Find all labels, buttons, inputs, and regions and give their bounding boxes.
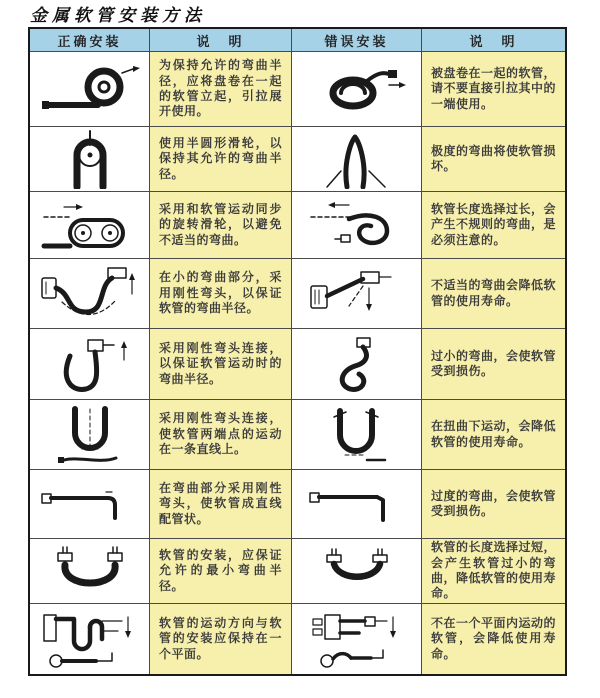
header-explanation-right: 说 明	[422, 29, 565, 52]
wrong-image-cell	[292, 192, 422, 259]
rigid-elbow-connection-icon	[38, 334, 142, 394]
header-correct-installation: 正确安装	[30, 29, 150, 52]
correct-note-cell: 软管的运动方向与软管的安装应保持在一个平面。	[150, 604, 292, 674]
correct-image-cell	[30, 192, 150, 259]
correct-image-cell	[30, 127, 150, 192]
excessive-bend-icon	[305, 474, 409, 534]
rigid-elbow-small-bend-icon	[38, 264, 142, 324]
rotating-pulleys-icon	[38, 195, 142, 255]
wrong-image-cell	[292, 329, 422, 400]
correct-note-cell: 使用半圆形滑轮，以保持其允许的弯曲半径。	[150, 127, 292, 192]
straight-hose-elbow-icon	[38, 474, 142, 534]
wrong-note-cell: 软管的长度选择过短，会产生软管过小的弯曲，降低软管的使用寿命。	[422, 539, 565, 604]
wrong-note-cell: 被盘卷在一起的软管，请不要直接引拉其中的一端使用。	[422, 52, 565, 127]
wrong-image-cell	[292, 259, 422, 329]
correct-note-cell: 在小的弯曲部分，采用刚性弯头，以保证软管的弯曲半径。	[150, 259, 292, 329]
correct-image-cell	[30, 604, 150, 674]
wrong-note-cell: 在扭曲下运动，会降低软管的使用寿命。	[422, 400, 565, 470]
correct-image-cell	[30, 329, 150, 400]
wrong-note-cell: 不适当的弯曲会降低软管的使用寿命。	[422, 259, 565, 329]
wrong-note-cell: 不在一个平面内运动的软管，会降低使用寿命。	[422, 604, 565, 674]
wrong-image-cell	[292, 604, 422, 674]
wrong-note-cell: 软管长度选择过长，会产生不规则的弯曲，是必须注意的。	[422, 192, 565, 259]
correct-image-cell	[30, 400, 150, 470]
out-of-plane-hoses-icon	[305, 607, 409, 671]
coil-pulled-by-end-icon	[305, 59, 409, 119]
hairpin-kink-icon	[305, 129, 409, 189]
correct-image-cell	[30, 539, 150, 604]
correct-image-cell	[30, 259, 150, 329]
wrong-note-cell: 极度的弯曲将使软管损坏。	[422, 127, 565, 192]
u-hose-straight-line-icon	[38, 403, 142, 467]
wrong-note-cell: 过度的弯曲，会使软管受到损伤。	[422, 470, 565, 539]
minimum-bend-radius-u-icon	[38, 543, 142, 599]
page-title: 金属软管安装方法	[30, 6, 206, 26]
correct-note-cell: 采用刚性弯头连接，使软管两端点的运动在一条直线上。	[150, 400, 292, 470]
wrong-note-cell: 过小的弯曲，会使软管受到损伤。	[422, 329, 565, 400]
correct-image-cell	[30, 470, 150, 539]
too-short-taut-hose-icon	[305, 543, 409, 599]
wrong-image-cell	[292, 400, 422, 470]
coiled-hose-unrolled-icon	[38, 59, 142, 119]
header-wrong-installation: 错误安装	[292, 29, 422, 52]
wrong-image-cell	[292, 470, 422, 539]
correct-note-cell: 为保持允许的弯曲半径，应将盘卷在一起的软管立起，引拉展开使用。	[150, 52, 292, 127]
one-plane-piping-icon	[38, 607, 142, 671]
correct-note-cell: 采用刚性弯头连接，以保证软管运动时的弯曲半径。	[150, 329, 292, 400]
wrong-image-cell	[292, 539, 422, 604]
wrong-image-cell	[292, 52, 422, 127]
correct-note-cell: 采用和软管运动同步的旋转滑轮，以避免不适当的弯曲。	[150, 192, 292, 259]
twisted-u-hose-icon	[305, 403, 409, 467]
hose-over-pulley-icon	[38, 129, 142, 189]
wrong-image-cell	[292, 127, 422, 192]
header-explanation-left: 说 明	[150, 29, 292, 52]
correct-note-cell: 软管的安装，应保证允许的最小弯曲半径。	[150, 539, 292, 604]
correct-note-cell: 在弯曲部分采用刚性弯头，使软管成直线配管状。	[150, 470, 292, 539]
over-long-loop-icon	[305, 195, 409, 255]
installation-methods-table	[28, 27, 567, 676]
sharp-bend-at-fitting-icon	[305, 264, 409, 324]
correct-image-cell	[30, 52, 150, 127]
too-small-hook-bend-icon	[305, 334, 409, 394]
